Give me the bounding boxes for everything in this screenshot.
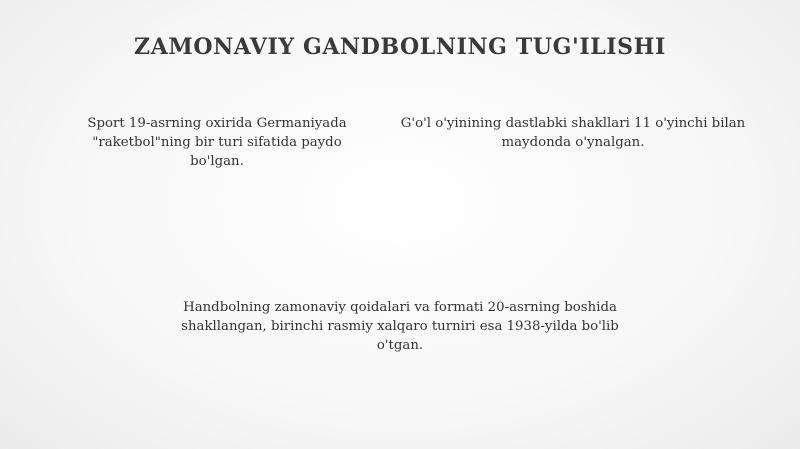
slide-title: ZAMONAVIY GANDBOLNING TUG'ILISHI	[134, 34, 666, 60]
bottom-text-block: Handbolning zamonaviy qoidalari va formati 20-asrning boshida shakllangan, birinchi rasmiy xalqaro turniri esa 1938-yilda bo'lib o'tgan.	[181, 300, 619, 353]
right-text-block: G'o'l o'yinining dastlabki shakllari 11 o'yinchi bilan maydonda o'ynalgan.	[400, 116, 746, 150]
left-text-block: Sport 19-asrning oxirida Germaniyada "raketbol"ning bir turi sifatida paydo bo'lgan.	[87, 116, 347, 169]
